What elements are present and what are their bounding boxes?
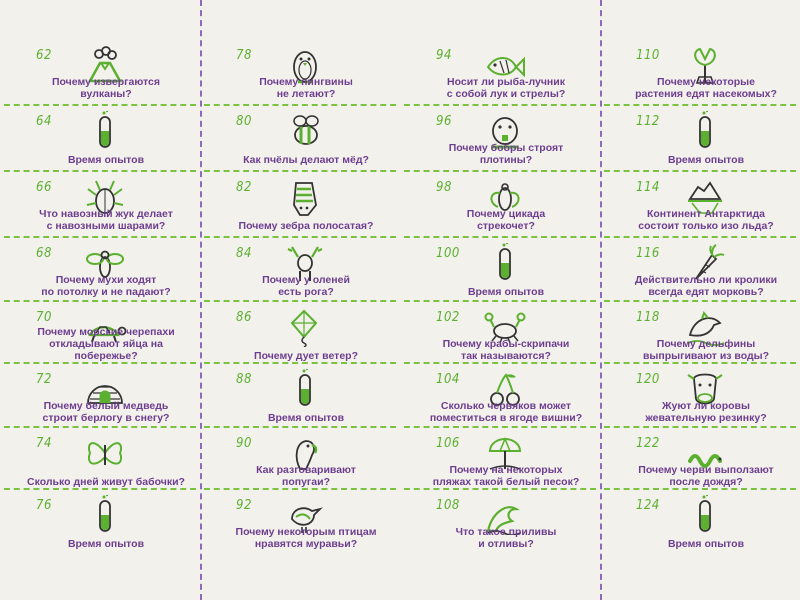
page-number: 68 bbox=[36, 246, 52, 261]
toc-entry[interactable] bbox=[400, 492, 600, 555]
question-title: Почему цикада стрекочет? bbox=[466, 208, 546, 232]
question-title: Что такое приливы и отливы? bbox=[455, 526, 557, 550]
page-number: 76 bbox=[36, 498, 52, 513]
page-number: 102 bbox=[436, 310, 460, 325]
page-number: 80 bbox=[236, 114, 252, 129]
question-title: Сколько червяков может поместиться в ягоде вишни? bbox=[429, 400, 583, 424]
toc-entry[interactable] bbox=[600, 42, 800, 105]
kite-icon bbox=[284, 307, 326, 347]
toc-entry[interactable] bbox=[400, 430, 600, 493]
page-number: 70 bbox=[36, 310, 52, 325]
toc-entry[interactable] bbox=[600, 240, 800, 303]
page-number: 64 bbox=[36, 114, 52, 129]
toc-entry[interactable] bbox=[200, 492, 400, 555]
question-title: Почему черви выползают после дождя? bbox=[638, 464, 774, 488]
toc-entry[interactable] bbox=[200, 42, 400, 105]
question-title: Почему на некоторых пляжах такой белый песок? bbox=[432, 464, 580, 488]
page-number: 92 bbox=[236, 498, 252, 513]
page-number: 74 bbox=[36, 436, 52, 451]
question-title: Время опытов bbox=[67, 154, 145, 166]
question-title: Сколько дней живут бабочки? bbox=[27, 476, 185, 488]
question-title: Почему дельфины выпрыгивают из воды? bbox=[642, 338, 770, 362]
toc-entry[interactable] bbox=[0, 108, 200, 171]
question-title: Почему морские черепахи откладывают яйца на побережье? bbox=[37, 326, 175, 362]
question-title: Время опытов bbox=[267, 412, 345, 424]
page-number: 86 bbox=[236, 310, 252, 325]
question-title: Время опытов bbox=[667, 154, 745, 166]
page-number: 72 bbox=[36, 372, 52, 387]
page-number: 106 bbox=[436, 436, 460, 451]
question-title: Почему мухи ходят по потолку и не падают? bbox=[41, 274, 171, 298]
page-number: 96 bbox=[436, 114, 452, 129]
toc-entry[interactable] bbox=[600, 366, 800, 429]
page-number: 98 bbox=[436, 180, 452, 195]
page-number: 108 bbox=[436, 498, 460, 513]
question-title: Почему извергаются вулканы? bbox=[51, 76, 160, 100]
toc-entry[interactable] bbox=[600, 304, 800, 367]
toc-entry[interactable] bbox=[400, 366, 600, 429]
question-title: Почему некоторые растения едят насекомых? bbox=[635, 76, 777, 100]
toc-entry[interactable] bbox=[200, 174, 400, 237]
zebra-icon bbox=[284, 177, 326, 217]
toc-entry[interactable] bbox=[400, 304, 600, 367]
question-title: Почему у оленей есть рога? bbox=[262, 274, 350, 298]
question-title: Континент Антарктида состоит только изо льда? bbox=[638, 208, 774, 232]
question-title: Почему пингвины не летают? bbox=[259, 76, 353, 100]
page-number: 66 bbox=[36, 180, 52, 195]
toc-entry[interactable] bbox=[0, 304, 200, 367]
page-number: 112 bbox=[636, 114, 660, 129]
butterfly-icon bbox=[84, 433, 126, 473]
question-title: Как пчёлы делают мёд? bbox=[243, 154, 369, 166]
page-number: 116 bbox=[636, 246, 660, 261]
page-number: 94 bbox=[436, 48, 452, 63]
page-number: 122 bbox=[636, 436, 660, 451]
page-number: 104 bbox=[436, 372, 460, 387]
question-title: Почему крабы-скрипачи так называются? bbox=[442, 338, 570, 362]
page-number: 84 bbox=[236, 246, 252, 261]
question-title: Как разговаривают попугаи? bbox=[256, 464, 356, 488]
toc-entry[interactable] bbox=[200, 430, 400, 493]
toc-entry[interactable] bbox=[600, 174, 800, 237]
page-number: 114 bbox=[636, 180, 660, 195]
toc-entry[interactable] bbox=[200, 366, 400, 429]
page-number: 88 bbox=[236, 372, 252, 387]
page-number: 118 bbox=[636, 310, 660, 325]
page-number: 124 bbox=[636, 498, 660, 513]
question-title: Действительно ли кролики всегда едят морковь? bbox=[634, 274, 778, 298]
toc-entry[interactable] bbox=[600, 492, 800, 555]
question-title: Почему зебра полосатая? bbox=[238, 220, 374, 232]
toc-entry[interactable] bbox=[0, 42, 200, 105]
page-number: 62 bbox=[36, 48, 52, 63]
question-title: Носит ли рыба-лучник с собой лук и стрелы? bbox=[446, 76, 566, 100]
test-tube-icon bbox=[84, 111, 126, 151]
toc-entry[interactable] bbox=[0, 240, 200, 303]
toc-entry[interactable] bbox=[600, 430, 800, 493]
toc-entry[interactable] bbox=[400, 108, 600, 171]
page-number: 120 bbox=[636, 372, 660, 387]
bee-icon bbox=[284, 111, 326, 151]
toc-entry[interactable] bbox=[200, 304, 400, 367]
test-tube-icon bbox=[484, 243, 526, 283]
question-title: Что навозный жук делает с навозными шарами? bbox=[39, 208, 173, 232]
question-title: Почему дует ветер? bbox=[254, 350, 358, 362]
test-tube-icon bbox=[684, 495, 726, 535]
test-tube-icon bbox=[684, 111, 726, 151]
page-number: 82 bbox=[236, 180, 252, 195]
question-title: Почему белый медведь строит берлогу в снегу? bbox=[42, 400, 170, 424]
page-number: 110 bbox=[636, 48, 660, 63]
page-number: 90 bbox=[236, 436, 252, 451]
toc-entry[interactable] bbox=[200, 108, 400, 171]
toc-entry[interactable] bbox=[0, 174, 200, 237]
question-title: Почему некоторым птицам нравятся муравьи? bbox=[235, 526, 377, 550]
test-tube-icon bbox=[84, 495, 126, 535]
toc-entry[interactable] bbox=[0, 366, 200, 429]
question-title: Время опытов bbox=[667, 538, 745, 550]
toc-entry[interactable] bbox=[200, 240, 400, 303]
question-title: Жуют ли коровы жевательную резинку? bbox=[645, 400, 767, 424]
question-title: Время опытов bbox=[467, 286, 545, 298]
toc-entry[interactable] bbox=[600, 108, 800, 171]
toc-entry[interactable] bbox=[400, 42, 600, 105]
toc-entry[interactable] bbox=[400, 174, 600, 237]
toc-entry[interactable] bbox=[0, 492, 200, 555]
page-number: 78 bbox=[236, 48, 252, 63]
page-number: 100 bbox=[436, 246, 460, 261]
question-title: Почему бобры строят плотины? bbox=[448, 142, 564, 166]
toc-entry[interactable] bbox=[0, 430, 200, 493]
toc-entry[interactable] bbox=[400, 240, 600, 303]
question-title: Время опытов bbox=[67, 538, 145, 550]
test-tube-icon bbox=[284, 369, 326, 409]
